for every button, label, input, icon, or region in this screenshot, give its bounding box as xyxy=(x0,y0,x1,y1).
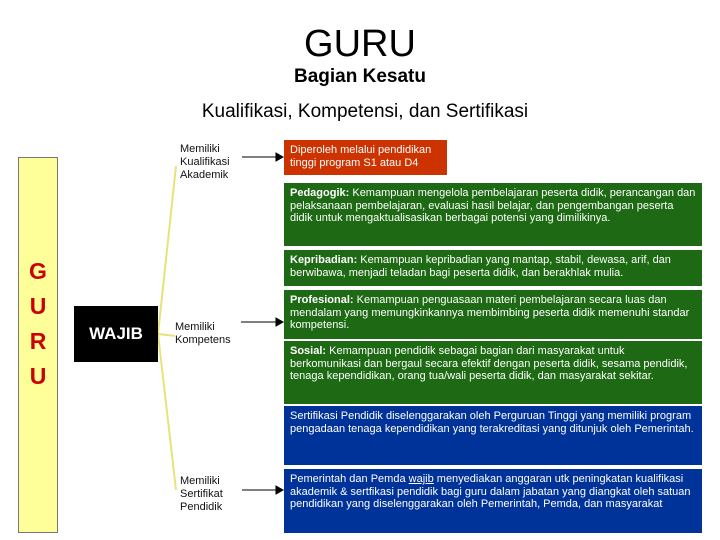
label-line: Akademik xyxy=(180,169,229,181)
label-kualifikasi-akademik xyxy=(180,143,242,182)
text-underlined: wajib xyxy=(408,473,434,485)
term: Pedagogik: xyxy=(290,187,350,199)
connector-wajib-kompetensi xyxy=(158,334,176,336)
label-line: Memiliki xyxy=(180,143,220,155)
arrow-akademik xyxy=(240,153,283,161)
label-line: Kualifikasi xyxy=(180,156,230,168)
section-heading: Kualifikasi, Kompetensi, dan Sertifikasi xyxy=(201,101,529,122)
page-subtitle: Bagian Kesatu xyxy=(294,66,426,87)
label-line: Memiliki xyxy=(180,475,220,487)
kompetensi-pedagogik-box xyxy=(284,183,702,246)
description: Kemampuan pendidik sebagai bagian dari masyarakat untuk berkomunikasi dan bergaul secara efektif dengan peserta didik, sesama pendidik, tenaga kependidikan, orang tua/wali peserta didik, dan masyarakat sekitar. xyxy=(290,345,688,382)
sertifikasi-penyelenggara-box: Sertifikasi Pendidik diselenggarakan oleh Perguruan Tinggi yang memiliki program pengadaan tenaga kependidikan yang terakreditasi yang ditunjuk oleh Pemerintah. xyxy=(284,406,702,465)
kompetensi-profesional-box xyxy=(284,290,702,339)
label-line: Pendidik xyxy=(180,501,223,513)
connector-wajib-sertifikat xyxy=(158,334,176,490)
description: Kemampuan penguasaan materi pembelajaran secara luas dan mendalam yang memungkinkannya membimbing peserta didik memenuhi standar kompetensi. xyxy=(290,294,690,331)
label-line: Memiliki xyxy=(175,321,215,333)
kompetensi-kepribadian-box xyxy=(284,250,702,286)
kompetensi-sosial-box xyxy=(284,341,702,404)
guru-letter: U xyxy=(29,293,47,319)
label-kompetensi xyxy=(175,321,241,347)
label-line: Sertifikat xyxy=(180,488,223,500)
guru-vertical-bar xyxy=(18,157,58,533)
guru-letter: G xyxy=(29,258,47,284)
description: Kemampuan mengelola pembelajaran peserta didik, perancangan dan pelaksanaan pembelajaran, evaluasi hasil belajar, dan pengembangan peserta didik untuk mengaktualisasikan berbagai potensi yang dimilikinya. xyxy=(290,187,696,224)
kualifikasi-box: Diperoleh melalui pendidikan tinggi program S1 atau D4 xyxy=(284,140,447,175)
term: Sosial: xyxy=(290,345,327,357)
connector-wajib-akademik xyxy=(158,166,176,334)
guru-letter: R xyxy=(29,328,47,354)
text-post: menyediakan anggaran utk peningkatan kualifikasi akademik & sertfikasi pendidik bagi guru dalam jabatan yang diangkat oleh satuan pendidikan yang diselenggarakan oleh Pemerintah, Pemda, dan masyarakat xyxy=(290,473,691,510)
sertifikasi-anggaran-box xyxy=(284,469,702,533)
term: Kepribadian: xyxy=(290,254,358,266)
description: Kemampuan kepribadian yang mantap, stabil, dewasa, arif, dan berwibawa, menjadi teladan bagi peserta didik, dan berakhlak mulia. xyxy=(290,254,671,279)
arrow-kompetensi xyxy=(240,318,283,326)
page-title: GURU xyxy=(304,23,416,65)
text-pre: Pemerintah dan Pemda xyxy=(290,473,409,485)
wajib-box: WAJIB xyxy=(74,306,158,362)
label-line: Kompetens xyxy=(175,334,231,346)
arrow-sertifikat xyxy=(240,486,283,494)
guru-letter: U xyxy=(29,363,47,389)
term: Profesional: xyxy=(290,294,354,306)
label-sertifikat-pendidik xyxy=(180,475,242,514)
